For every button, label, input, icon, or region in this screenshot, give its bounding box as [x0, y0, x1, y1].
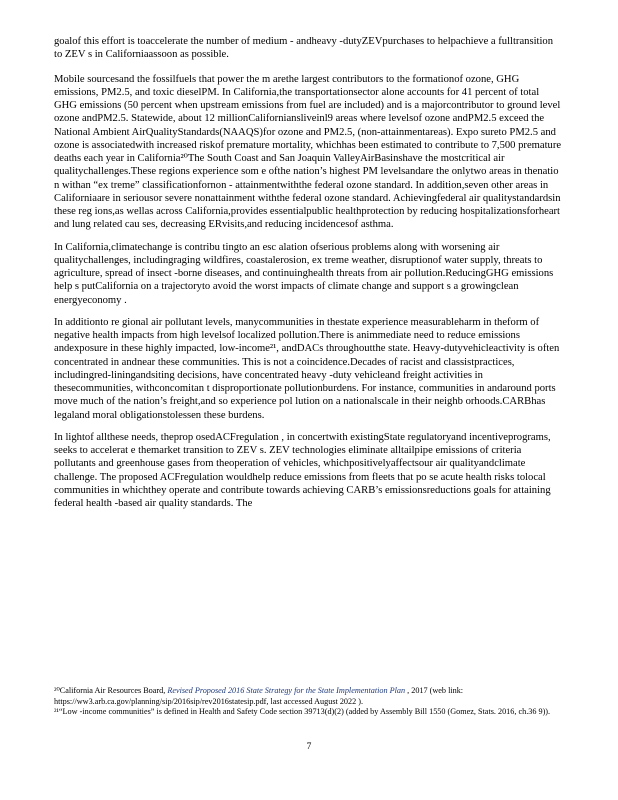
footnote-21-marker: ²¹	[54, 707, 59, 717]
paragraph-mobile-sources: Mobile sourcesand the fossilfuels that power the m arethe largest contributors to the formationof ozone, GHG emissions, PM2.5, and toxic dieselPM. In California,the transportationsector alone accounts for 41 percent of total GHG emissions (50 percent when upstream emissions from fuel are included) and is a majorcontributor to ground level ozone andPM2.5. Statewide, about 12 millionCaliforniansliveinl9 areas where levelsof ozone andPM2.5 exceed the National Ambient AirQualityStandards(NAAQS)for ozone and PM2.5, (non-attainmentareas). Expo sureto PM2.5 and ozone is associatedwith increased riskof premature mortality, whichhas been estimated to contribute to 7,500 premature deaths each year in California²⁰The South Coast and San Joaquin ValleyAirBasinshave the mostcritical air qualitychallenges.These regions experience som e ofthe nation’s highest PM levelsandare the onlytwo areas in thenatio n withan “ex treme” classificationfornon - attainmentwiththe federal ozone standard. In addition,seven other areas in Californiaare in seriousor severe nonattainment withthe federal ozone standard. Achievingfederal air qualitystandardsin these reg ions,as wellas across California,provides essentialpublic healthprotection by reducing hospitalizationsforheart and lung related cau ses, decreasing ERvisits,and reducing incidencesof asthma.	[54, 73, 562, 231]
paragraph-climate-change: In California,climatechange is contribu tingto an esc alation ofserious problems along with worsening air qualitychallenges, includingraging wildfires, coastalerosion, ex treme weather, disruptionof water supply, threats to agriculture, spread of insect -borne diseases, and continuinghealth threats from air pollution.ReducingGHG emissions help s putCalifornia on a trajectoryto avoid the worst impacts of climate change and support s a growingclean energyeconomy .	[54, 241, 554, 306]
footnote-20	[54, 686, 562, 707]
footnote-21	[54, 707, 562, 718]
footnote-20-rest: , 2017 (web link: https://ww3.arb.ca.gov/planning/sip/2016sip/rev2016statesip.pdf, last accessed August 2022 ).	[54, 686, 464, 706]
document-body	[54, 35, 562, 519]
footnotes	[54, 686, 562, 718]
footnote-20-title: Revised Proposed 2016 State Strategy for the State Implementation Plan	[167, 686, 406, 695]
footnote-20-lead: California Air Resources Board,	[59, 686, 168, 695]
paragraph-regional-pollutants: In additionto re gional air pollutant levels, manycommunities in thestate experience measurableharm in theform of negative health impacts from high levelsof localized pollution.There is animmediate need to reduce emissions andexposure in these highly impacted, low-income²¹, andDACs throughoutthe state. Heavy-dutyvehicleactivity is often concentrated in andnear these communities. This is not a coincidence.Decades of racist and classistpractices, includingred-liningandsiting decisions, have concentrated heavy -duty vehicleand freight activities in thesecommunities, withconcomitan t disproportionate pollutionburdens. For instance, communities in andaround ports move much of the nation’s freight,and so experience pol lution on a nationalscale in their neighb orhoods.CARBhas legaland moral obligationstolessen these burdens.	[54, 316, 560, 421]
footnote-20-marker: ²⁰	[54, 686, 60, 695]
footnote-21-text: “Low -income communities” is defined in Health and Safety Code section 39713(d)(2) (added by Assembly Bill 1550 (Gomez, Stats. 2016, ch.36 9)).	[58, 707, 551, 717]
paragraph-zev-goal: goalof this effort is toaccelerate the number of medium - andheavy -dutyZEVpurchases to helpachieve a fulltransition to ZEV s in Californiaassoon as possible.	[54, 36, 554, 61]
page-number: 7	[306, 742, 312, 752]
paragraph-acf-regulation: In lightof allthese needs, theprop osedACFregulation , in concertwith existingState regulatoryand incentiveprograms, seeks to accelerat e themarket transition to ZEV s. ZEV technologies eliminate alltailpipe emissions of criteria pollutants and greenhouse gases from theoperation of vehicles, whichpositivelyaffectsour air qualityandclimate challenge. The proposed ACFregulation wouldhelp reduce emissions from fleets that po se acute health risks tolocal communities in whichthey operate and contribute towards achieving CARB’s emissionsreductions goals for attaining federal health -based air quality standards. The	[54, 431, 551, 509]
